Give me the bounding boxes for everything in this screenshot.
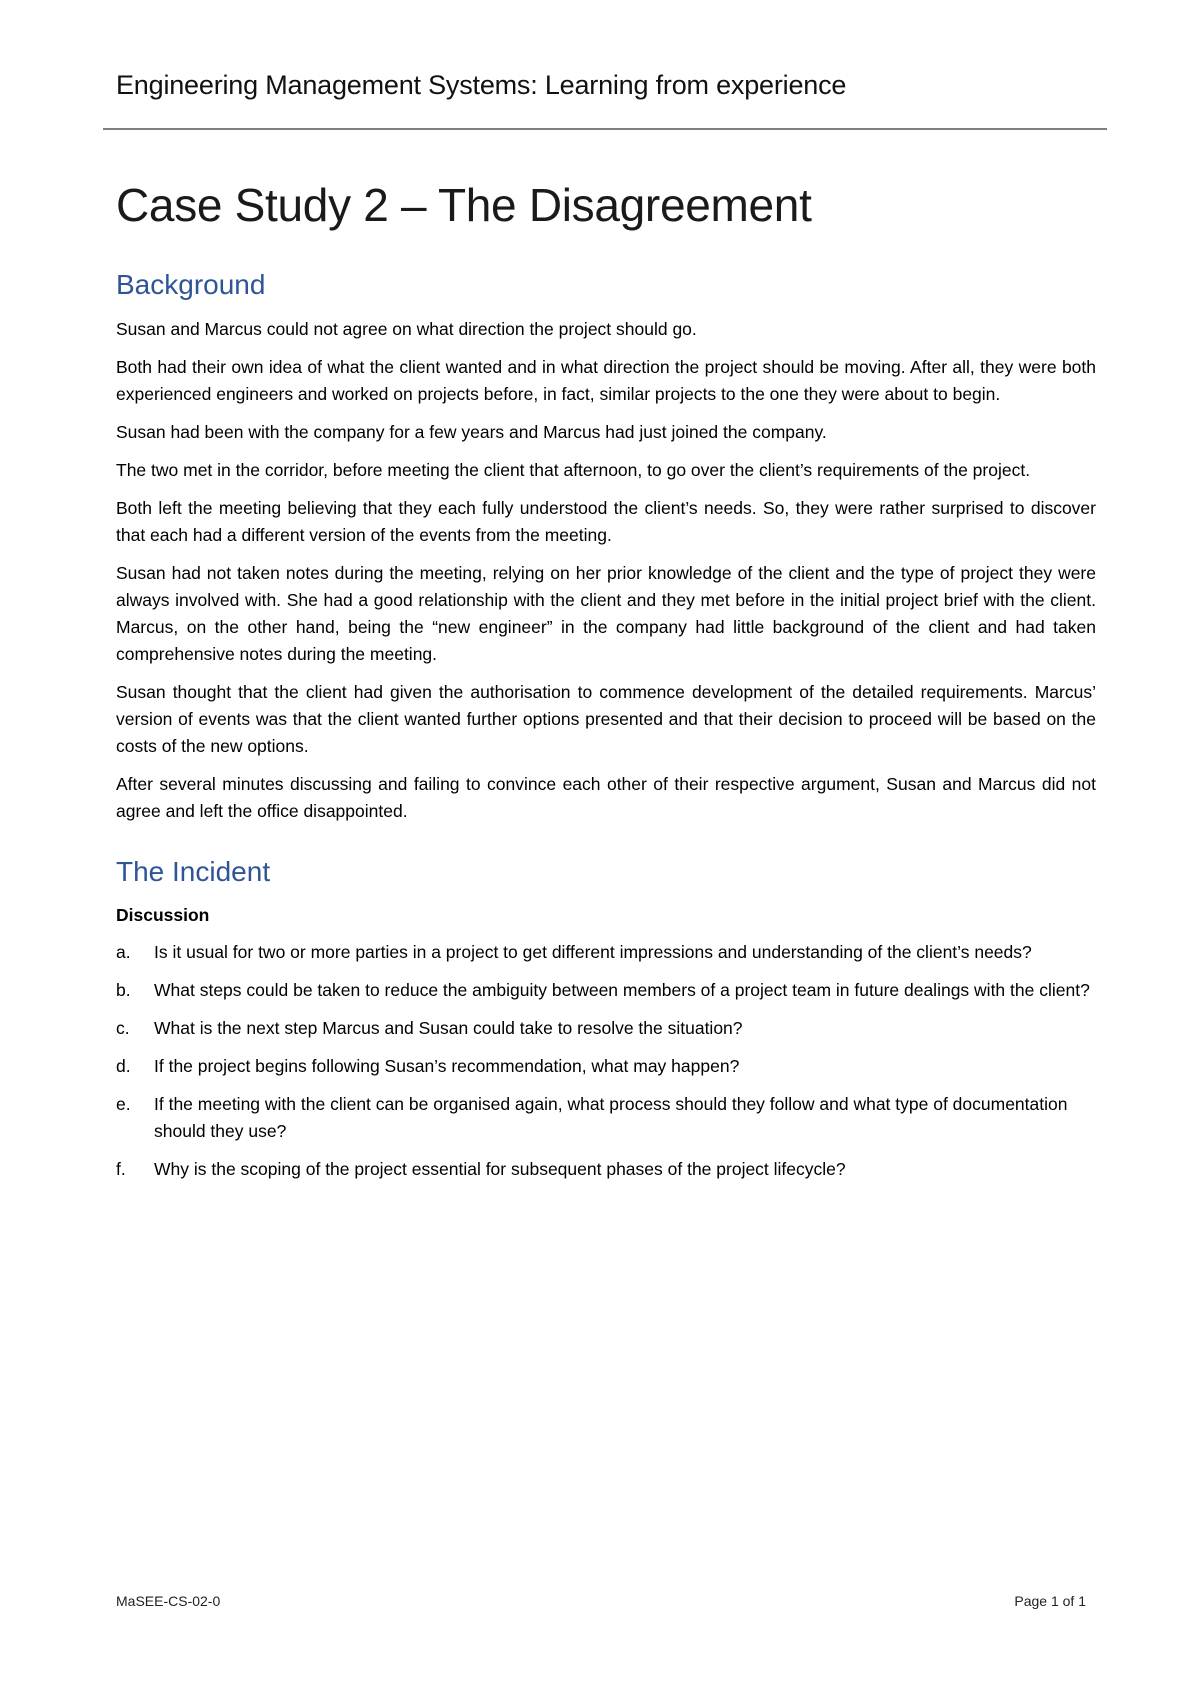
background-paragraph: The two met in the corridor, before meeting the client that afternoon, to go over the client’s requirements of the project. [116,459,1031,480]
list-item [116,939,1096,966]
question-text: What steps could be taken to reduce the ambiguity between members of a project team in future dealings with the client? [154,980,1090,1001]
background-paragraph: Susan had been with the company for a few years and Marcus had just joined the company. [116,421,827,442]
list-marker: f. [116,1159,126,1180]
list-marker: b. [116,980,131,1001]
running-header: Engineering Management Systems: Learning from experience [116,70,847,100]
list-marker: e. [116,1094,131,1115]
list-item [116,1053,1096,1080]
background-paragraph: Susan and Marcus could not agree on what direction the project should go. [116,318,697,339]
list-item [116,1156,1096,1183]
list-marker: c. [116,1018,130,1039]
background-paragraph: Susan thought that the client had given the authorisation to commence development of the detailed requirements. Marcus’ version of events was that the client wanted further options presented and that their decision to proceed will be based on the costs of the new options. [116,681,1096,756]
background-paragraph: Both left the meeting believing that they each fully understood the client’s needs. So, they were rather surprised to discover that each had a different version of the events from the meeting. [116,497,1096,545]
question-text: If the project begins following Susan’s recommendation, what may happen? [154,1056,740,1077]
list-marker: d. [116,1056,131,1077]
question-text: Is it usual for two or more parties in a project to get different impressions and understanding of the client’s needs? [154,942,1032,963]
background-paragraph: Both had their own idea of what the client wanted and in what direction the project should be moving. After all, they were both experienced engineers and worked on projects before, in fact, similar projects to the one they were about to begin. [116,356,1096,404]
background-paragraph: After several minutes discussing and failing to convince each other of their respective argument, Susan and Marcus did not agree and left the office disappointed. [116,773,1096,821]
list-item [116,1015,1096,1042]
question-text: What is the next step Marcus and Susan could take to resolve the situation? [154,1018,743,1039]
section-heading-incident: The Incident [116,855,271,887]
footer-document-code: MaSEE-CS-02-0 [116,1593,221,1609]
document-title: Case Study 2 – The Disagreement [116,179,812,231]
question-text: Why is the scoping of the project essential for subsequent phases of the project lifecycle? [154,1159,846,1180]
background-paragraph: Susan had not taken notes during the meeting, relying on her prior knowledge of the client and the type of project they were always involved with. She had a good relationship with the client and they met before in the initial project brief with the client. Marcus, on the other hand, being the “new engineer” in the company had little background of the client and had taken comprehensive notes during the meeting. [116,562,1096,664]
list-item [116,1091,1096,1145]
section-heading-background: Background [116,269,266,300]
header-divider [103,128,1107,130]
list-item [116,977,1096,1004]
list-marker: a. [116,942,131,963]
discussion-question-list [116,939,1096,1183]
document-body [116,268,1096,1194]
discussion-label: Discussion [116,905,210,926]
question-text: If the meeting with the client can be organised again, what process should they follow and what type of documentation should they use? [154,1094,1068,1142]
footer-page-number: Page 1 of 1 [1014,1593,1086,1609]
